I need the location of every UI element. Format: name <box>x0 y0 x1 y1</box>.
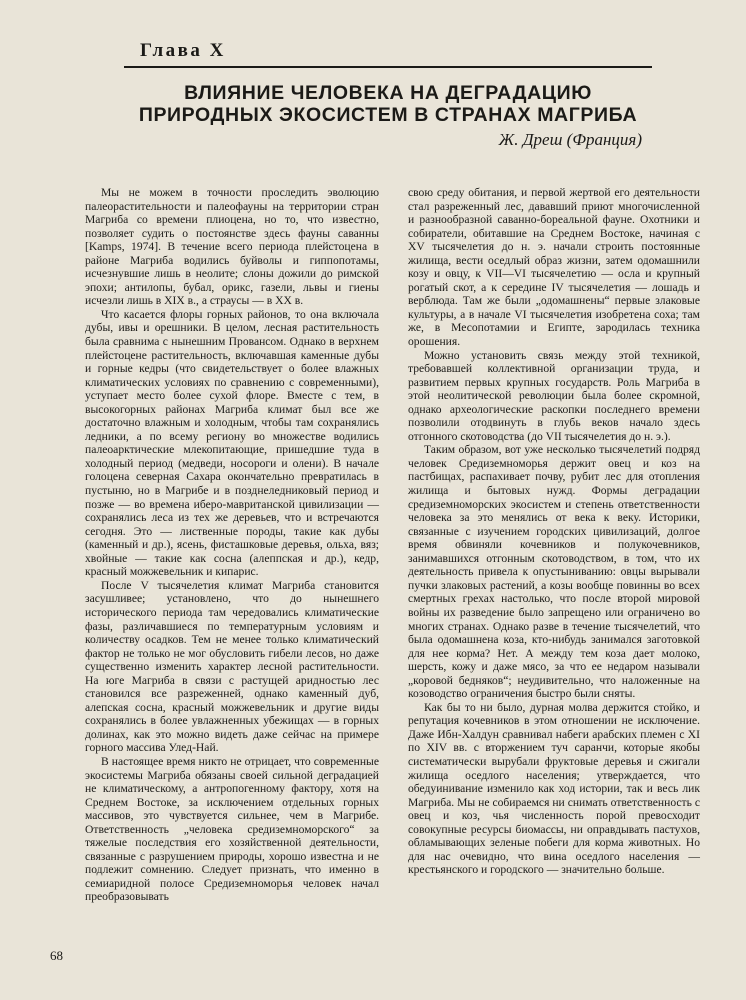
chapter-label: Глава X <box>140 40 226 61</box>
paragraph: Мы не можем в точности проследить эволюцию палеорастительности и палеофауны на территории стран Магриба со времени плиоцена, но то, что известно, позволяет судить о постоянстве здесь фауны саванны [Kamps, 1974]. В течение всего периода плейстоцена в районе Магриба водились буйволы и гиппопотамы, исчезнувшие лишь в неолите; слоны дожили до римской эпохи; антилопы, бубал, орикс, газели, львы и гиены исчезли лишь в XIX в., а страусы — в XX в. <box>85 186 379 308</box>
chapter-title-line-1: ВЛИЯНИЕ ЧЕЛОВЕКА НА ДЕГРАДАЦИЮ <box>184 82 592 104</box>
left-column <box>85 186 379 904</box>
paragraph: Что касается флоры горных районов, то она включала дубы, ивы и орешники. В целом, лесная растительность была сравнима с нынешним Провансом. Однако в верхнем плейстоцене растительность, включавшая каменные дубы и горные кедры (что свидетельствует о более влажных климатических условиях по сравнению с современными), уступает место более сухой флоре. Вместе с тем, в высокогорных районах Магриба климат был все же достаточно влажным и холодным, чтобы там сохранялись ледники, а по всему региону во множестве водились палеоарктические млекопитающие, пришедшие туда в холодный период (медведи, носороги и олени). В начале голоцена северная Сахара окончательно превратилась в пустыню, но в Магрибе и в позднеледниковый период и позже — во времена иберо-мавританской цивилизации — сохранялись леса из тех же деревьев, что и встречаются сегодня. Это — лиственные породы, такие как дубы (каменный и др.), ясень, фисташковые деревья, ольха, вяз; хвойные — такие как сосна (алеппская и др.), кедр, красный можжевельник и кипарис. <box>85 307 379 579</box>
paragraph: Можно установить связь между этой техникой, требовавшей коллективной организации труда, и развитием первых крупных государств. Роль Магриба в этой неолитической революции была более скромной, однако археологические раскопки последнего времени позволили отодвинуть в глубь веков начало здесь отгонного скотоводства (до VII тысячелетия до н. э.). <box>408 348 700 443</box>
chapter-title-line-2: ПРИРОДНЫХ ЭКОСИСТЕМ В СТРАНАХ МАГРИБА <box>138 104 638 126</box>
paragraph: Таким образом, вот уже несколько тысячелетий подряд человек Средиземноморья держит овец и коз на пастбищах, распахивает почву, рубит лес для отопления жилища и бытовых нужд. Формы деградации средиземноморских экосистем и степень ответственности человека за это менялись от века к веку. Историки, связанные с изучением городских цивилизаций, долгое время обвиняли кочевников и полукочевников, занимавшихся отгонным скотоводством, в том, что их деятельность привела к опустыниванию: овцы вырывали пучки злаковых растений, а козы вообще повинны во всех смертных грехах настолько, что после второй мировой войны их разведение было запрещено или ограничено во многих странах. Однако разве в течение тысячелетий, что была одомашнена коза, кто-нибудь занимался заготовкой для нее корма? Нет. А между тем коза дает молоко, шерсть, кожу и даже мясо, за что ее недаром называли „коровой бедняков“; неудивительно, что наложенные на козоводство ограничения быстро были сняты. <box>408 443 700 701</box>
header-rule <box>124 66 652 68</box>
chapter-title <box>120 82 656 126</box>
right-column <box>408 186 700 877</box>
page-number: 68 <box>50 948 63 963</box>
paragraph: свою среду обитания, и первой жертвой его деятельности стал разреженный лес, дававший приют многочисленной и разнообразной саванно-бореальной фауне. Охотники и собиратели, обитавшие на Среднем Востоке, начиная с XV тысячелетия до н. э. начали строить постоянные жилища, вести оседлый образ жизни, затем одомашнили козу и овцу, к VII—VI тысячелетию — осла и крупный рогатый скот, а к середине IV тысячелетия — лошадь и верблюда. Там же были „одомашнены“ первые злаковые культуры, а в начале VI тысячелетия изобретена соха; там же, в Месопотамии и Египте, зародилась техника орошения. <box>408 186 700 349</box>
paragraph: В настоящее время никто не отрицает, что современные экосистемы Магриба обязаны своей сильной деградацией не климатическому, а антропогенному фактору, хотя на Среднем Востоке, за исключением отдельных горных массивов, это чувствуется сильнее, чем в Магрибе. Ответственность „человека средиземноморского“ за тяжелые последствия его хозяйственной деятельности, связанные с разрушением природы, хорошо известна и не подлежит сомнению. Следует признать, что именно в семиаридной полосе Средиземноморья человек начал преобразовывать <box>85 754 379 904</box>
author: Ж. Дреш (Франция) <box>498 130 642 149</box>
paragraph: После V тысячелетия климат Магриба становится засушливее; установлено, что до нынешнего исторического периода там чередовались климатические фазы, различавшиеся по температурным условиям и количеству осадков. Тем не менее только климатический фактор не только не мог обусловить гибели лесов, но даже существенно изменить характер лесной растительности. На юге Магриба в связи с растущей аридностью лес становился все разреженней, однако каменный дуб, алепская сосна, красный можжевельник и другие виды сохранялись в более увлажненных убежищах — в горных долинах, как это можно видеть даже сейчас на примере горного массива Улед-Най. <box>85 578 379 755</box>
paragraph: Как бы то ни было, дурная молва держится стойко, и репутация кочевников в этом отношении не исключение. Даже Ибн-Халдун сравнивал набеги арабских племен с XI по XIV вв. с вторжением туч саранчи, которые якобы систематически вырубали фруктовые деревья и сжигали жилища оседлого населения; утверждается, что обедуинивание изменило как ход истории, так и весь лик Магриба. Мы не собираемся ни снимать ответственность с овец и коз, чья численность порой превосходит совокупные ресурсы биомассы, ни оправдывать пастухов, обламывающих зеленые побеги для корма животных. Но для нас очевидно, что вина оседлого населения — крестьянского и городского — значительно больше. <box>408 700 700 877</box>
